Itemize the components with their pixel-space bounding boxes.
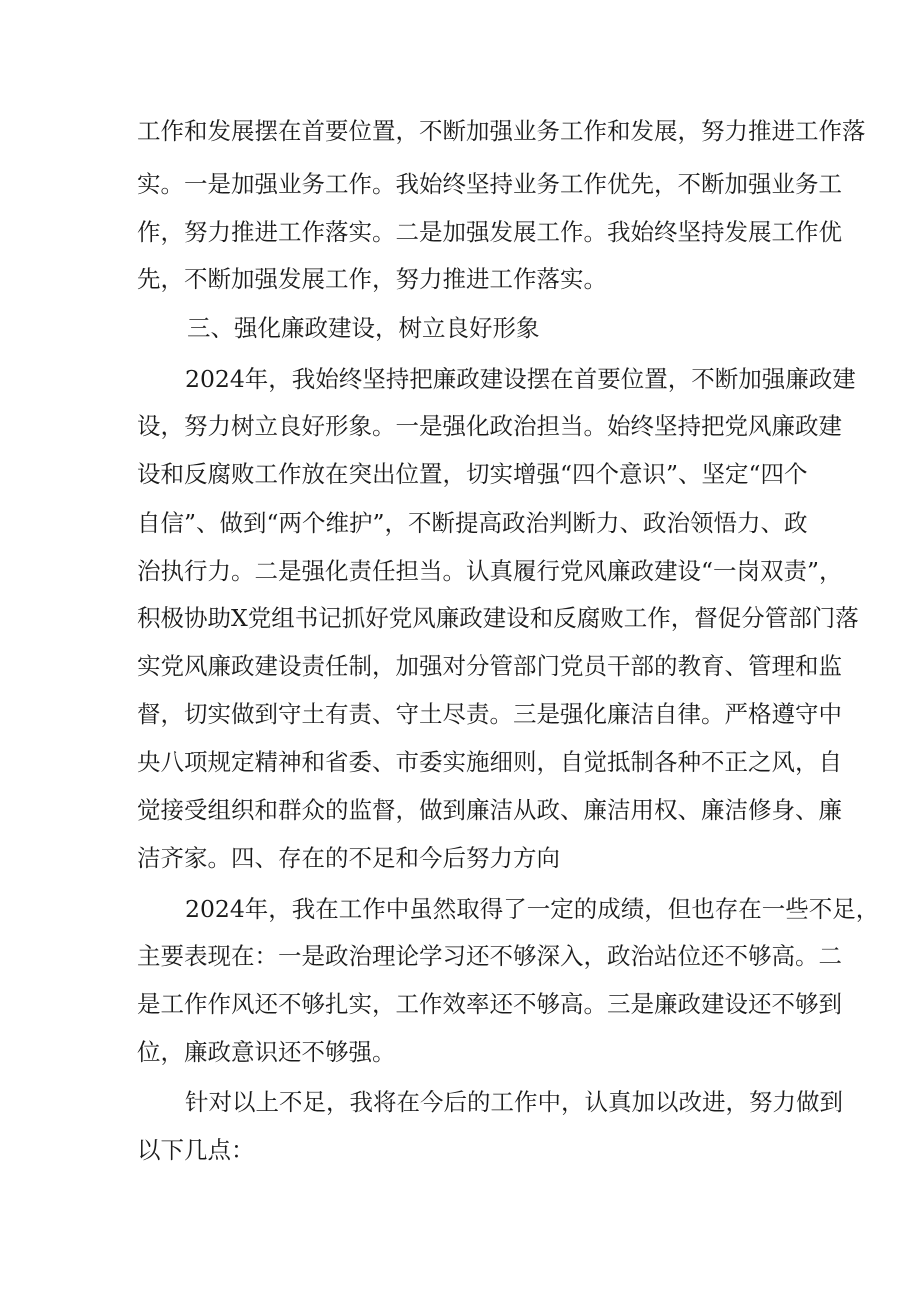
body-line: 先，不断加强发展工作，努力推进工作落实。 — [137, 265, 607, 293]
body-line: 工作和发展摆在首要位置，不断加强业务工作和发展，努力推进工作落 — [137, 117, 866, 145]
body-line: 位，廉政意识还不够强。 — [137, 1038, 396, 1066]
body-line: 以下几点： — [137, 1136, 255, 1164]
body-line: 是工作作风还不够扎实，工作效率还不够高。三是廉政建设还不够到 — [137, 990, 842, 1018]
body-line: 积极协助X党组书记抓好党风廉政建设和反腐败工作，督促分管部门落 — [137, 604, 859, 632]
section-heading: 三、强化廉政建设，树立良好形象 — [187, 314, 540, 342]
body-line: 觉接受组织和群众的监督，做到廉洁从政、廉洁用权、廉洁修身、廉 — [137, 796, 842, 824]
body-line: 央八项规定精神和省委、市委实施细则，自觉抵制各种不正之风，自 — [137, 748, 842, 776]
body-line: 作，努力推进工作落实。二是加强发展工作。我始终坚持发展工作优 — [137, 218, 842, 246]
body-line: 自信”、做到“两个维护”，不断提高政治判断力、政治领悟力、政 — [137, 509, 808, 537]
paragraph-first-line: 2024年，我始终坚持把廉政建设摆在首要位置，不断加强廉政建 — [185, 365, 856, 393]
body-line: 设和反腐败工作放在突出位置，切实增强“四个意识”、坚定“四个 — [137, 460, 808, 488]
body-line: 治执行力。二是强化责任担当。认真履行党风廉政建设“一岗双责”， — [137, 557, 843, 585]
paragraph-first-line: 针对以上不足，我将在今后的工作中，认真加以改进，努力做到 — [185, 1088, 843, 1116]
body-line: 洁齐家。四、存在的不足和今后努力方向 — [137, 844, 560, 872]
body-line: 实。一是加强业务工作。我始终坚持业务工作优先，不断加强业务工 — [137, 170, 842, 198]
paragraph-first-line: 2024年，我在工作中虽然取得了一定的成绩，但也存在一些不足， — [185, 895, 880, 923]
body-line: 设，努力树立良好形象。一是强化政治担当。始终坚持把党风廉政建 — [137, 412, 842, 440]
body-line: 实党风廉政建设责任制，加强对分管部门党员干部的教育、管理和监 — [137, 652, 842, 680]
body-line: 督，切实做到守土有责、守土尽责。三是强化廉洁自律。严格遵守中 — [137, 700, 842, 728]
body-line: 主要表现在：一是政治理论学习还不够深入，政治站位还不够高。二 — [137, 942, 842, 970]
